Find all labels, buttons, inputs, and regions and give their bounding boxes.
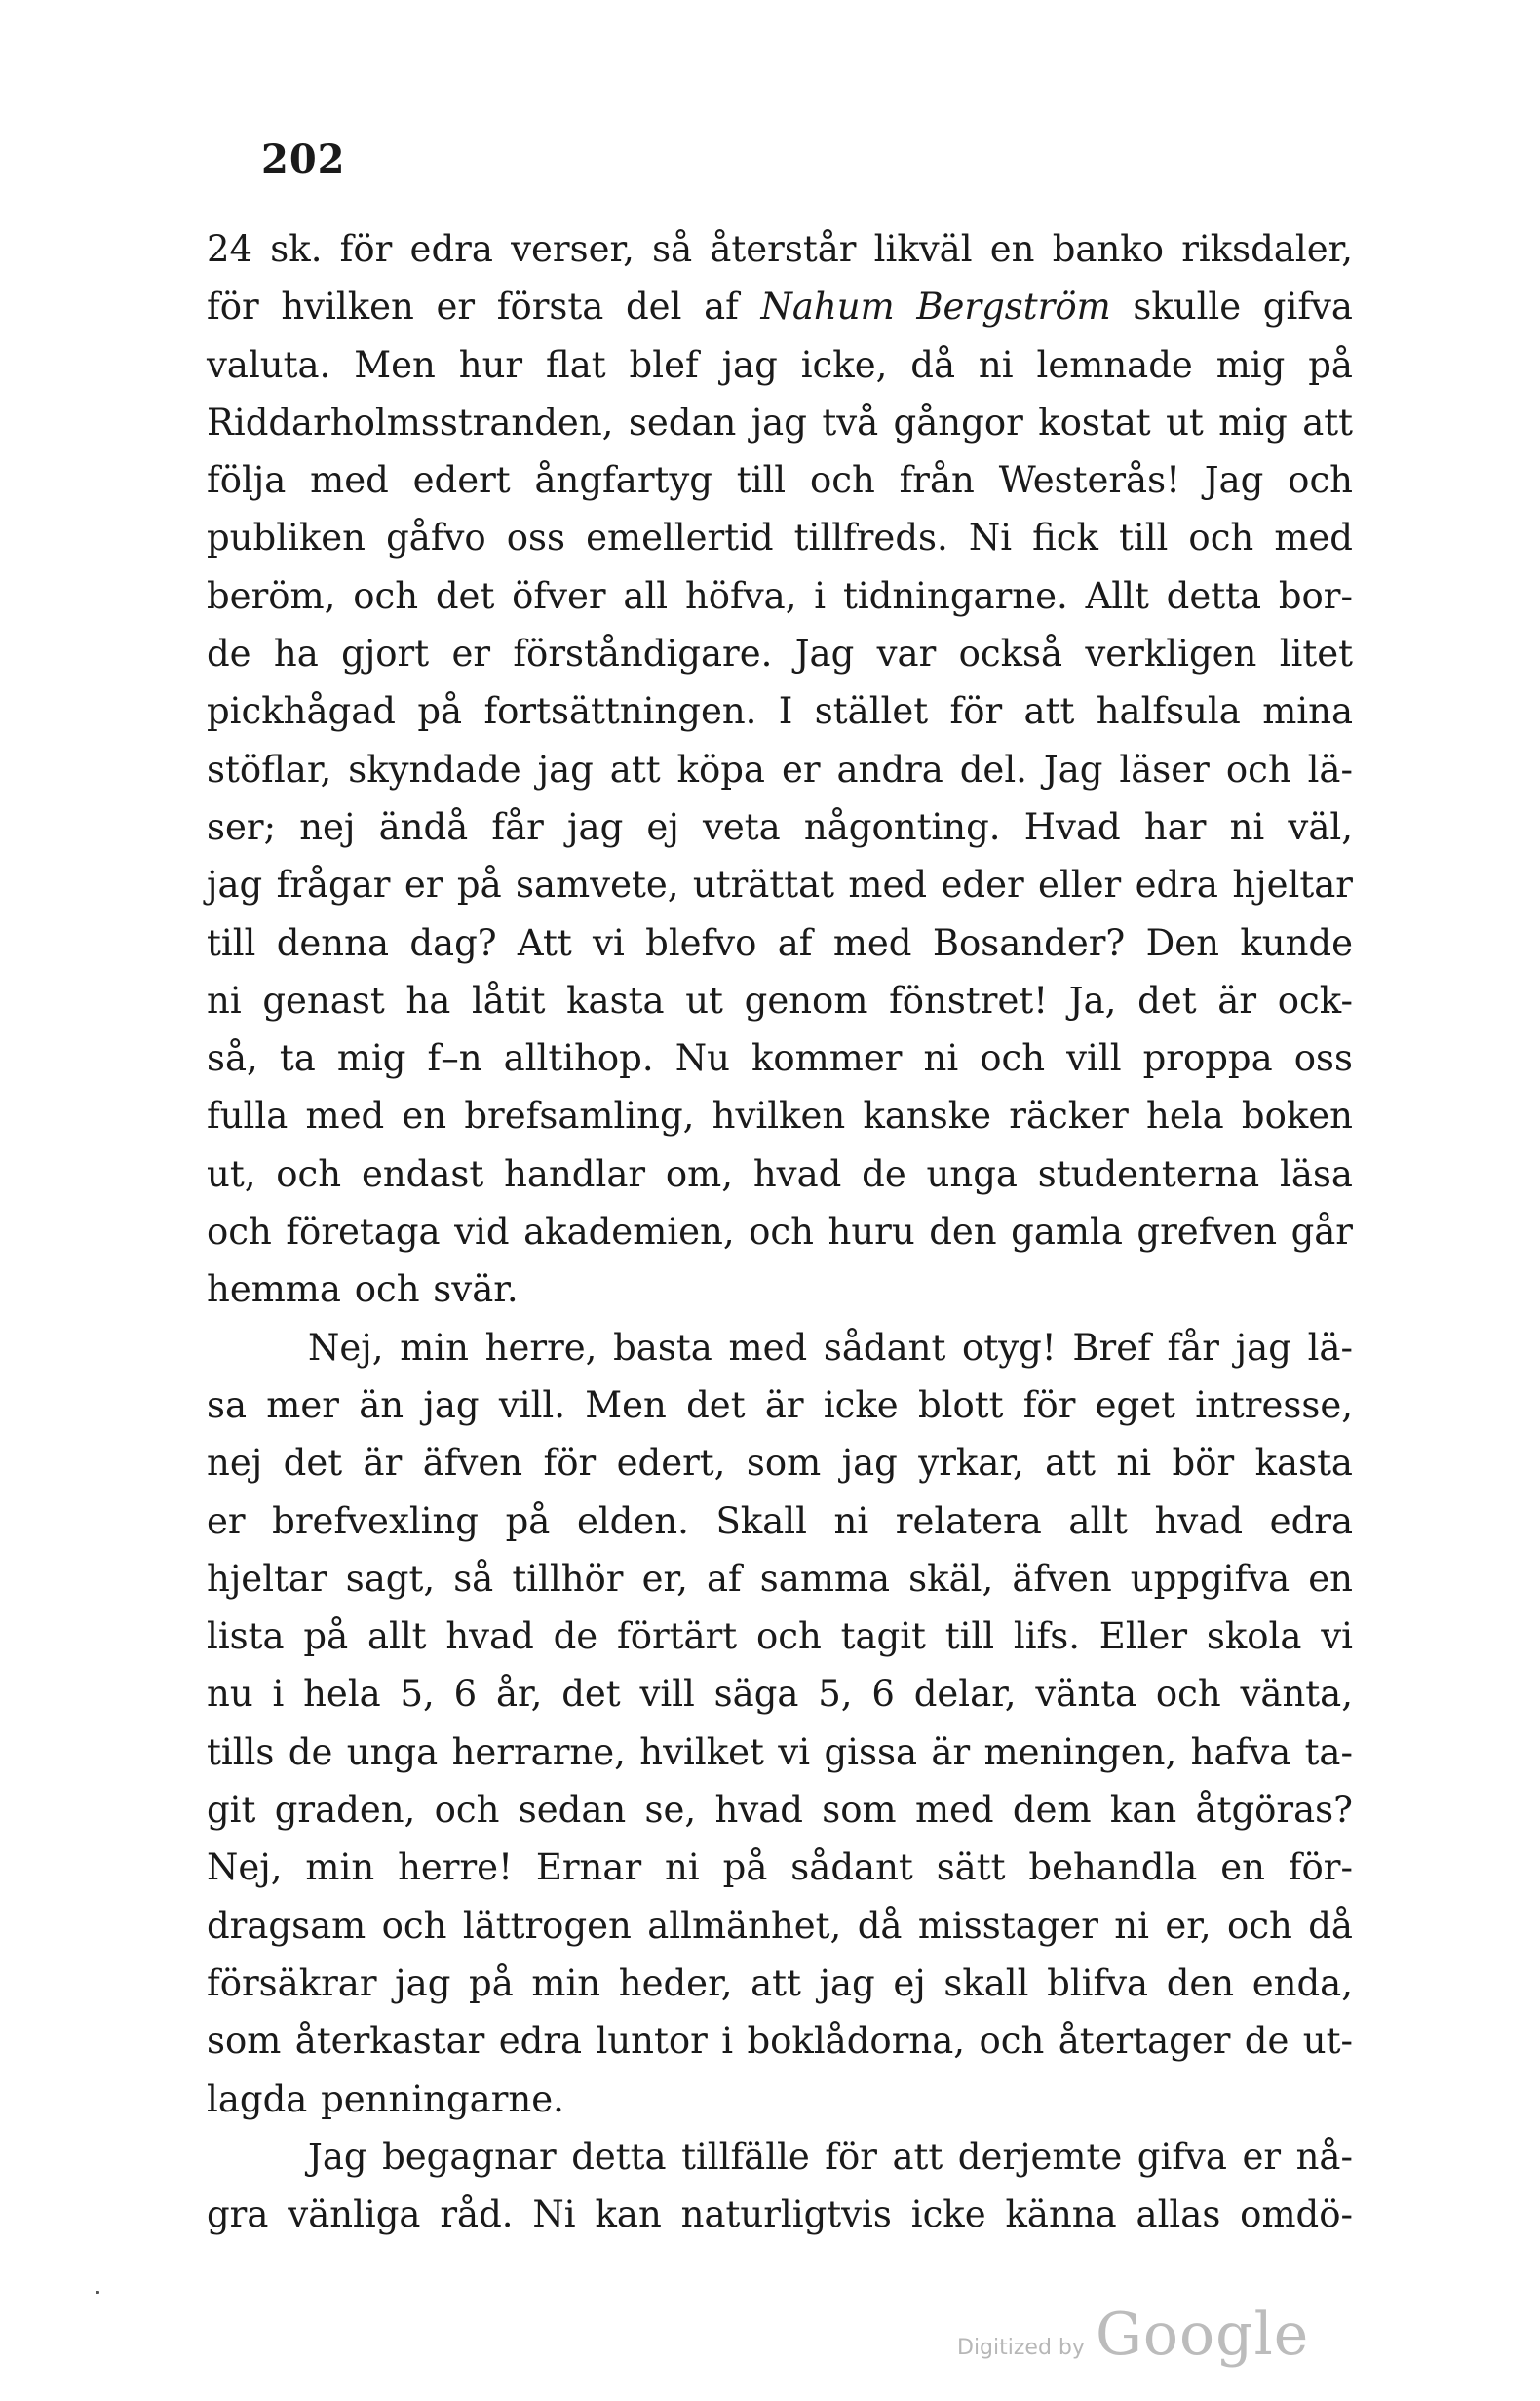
text-line [207, 278, 1353, 335]
text-line [207, 1087, 1353, 1144]
text-line [207, 2186, 1353, 2243]
text-segment: nu i hela 5, 6 år, det vill säga 5, 6 delar, vänta och vänta, [207, 1673, 1353, 1716]
text-line [207, 682, 1353, 740]
text-line [207, 798, 1353, 856]
text-line [207, 1145, 1353, 1203]
digitized-label: Digitized by [957, 2336, 1085, 2360]
text-segment: och företaga vid akademien, och huru den gamla grefven går [207, 1211, 1353, 1254]
text-segment: hemma och svär. [207, 1268, 519, 1311]
text-line [207, 1607, 1353, 1665]
text-segment: så, ta mig f–n alltihop. Nu kommer ni och vill proppa oss [207, 1037, 1353, 1080]
text-line [207, 509, 1353, 566]
text-segment: lista på allt hvad de förtärt och tagit till lifs. Eller skola vi [207, 1615, 1353, 1658]
text-segment: Nej, min herre! Ernar ni på sådant sätt behandla en för- [207, 1846, 1353, 1889]
text-segment: hjeltar sagt, så tillhör er, af samma skäl, äfven uppgifva en [207, 1557, 1353, 1600]
text-segment: som återkastar edra luntor i boklådorna, och återtager de ut- [207, 2020, 1353, 2063]
text-line [207, 1376, 1353, 1434]
text-segment: de ha gjort er förståndigare. Jag var också verkligen litet [207, 633, 1353, 676]
text-segment: nej det är äfven för edert, som jag yrkar, att ni bör kasta [207, 1442, 1353, 1485]
text-segment: lagda penningarne. [207, 2077, 564, 2120]
text-line [207, 1492, 1353, 1550]
text-segment: försäkrar jag på min heder, att jag ej skall blifva den enda, [207, 1961, 1353, 2004]
text-segment: valuta. Men hur flat blef jag icke, då ni lemnade mig på [207, 343, 1353, 386]
google-logo: Google [1096, 2301, 1310, 2369]
text-segment: git graden, och sedan se, hvad som med dem kan åtgöras? [207, 1789, 1353, 1832]
text-segment: pickhågad på fortsättningen. I stället för att halfsula mina [207, 690, 1353, 733]
text-segment: sa mer än jag vill. Men det är icke blott för eget intresse, [207, 1383, 1353, 1426]
text-line [207, 856, 1353, 913]
text-segment: gra vänliga råd. Ni kan naturligtvis icke känna allas omdö- [207, 2193, 1353, 2236]
text-line [207, 1665, 1353, 1723]
page-number: 202 [261, 136, 346, 182]
text-line [207, 1781, 1353, 1839]
digitized-watermark [957, 2301, 1309, 2369]
text-line [207, 451, 1353, 509]
text-segment: fulla med en brefsamling, hvilken kanske räcker hela boken [207, 1095, 1353, 1138]
text-segment: till denna dag? Att vi blefvo af med Bosander? Den kunde [207, 921, 1353, 964]
text-segment: dragsam och lättrogen allmänhet, då misstager ni er, och då [207, 1904, 1353, 1947]
text-line [207, 336, 1353, 394]
text-segment: jag frågar er på samvete, uträttat med eder eller edra hjeltar [207, 864, 1353, 907]
text-segment: publiken gåfvo oss emellertid tillfreds. Ni fick till och med [207, 517, 1353, 560]
text-segment: följa med edert ångfartyg till och från Westerås! Jag och [207, 459, 1353, 502]
text-line [207, 625, 1353, 682]
text-line [207, 2012, 1353, 2070]
text-line [207, 1434, 1353, 1491]
text-segment: Riddarholmsstranden, sedan jag två gångor kostat ut mig att [207, 401, 1353, 444]
text-line [207, 567, 1353, 625]
text-line [207, 1029, 1353, 1087]
ink-speck [96, 2291, 99, 2294]
text-segment: skulle gifva [1110, 286, 1353, 329]
text-line [207, 1260, 1353, 1318]
text-line [207, 741, 1353, 798]
text-segment: 24 sk. för edra verser, så återstår likväl en banko riksdaler, [207, 228, 1353, 270]
text-line [207, 394, 1353, 451]
text-line [207, 1203, 1353, 1260]
text-line [207, 914, 1353, 972]
body-text [207, 220, 1353, 2243]
text-segment: ut, och endast handlar om, hvad de unga studenterna läsa [207, 1152, 1353, 1195]
text-line [207, 2071, 1353, 2128]
text-segment: för hvilken er första del af [207, 286, 761, 329]
text-segment: Nej, min herre, basta med sådant otyg! Bref får jag lä- [308, 1326, 1353, 1369]
text-segment: er brefvexling på elden. Skall ni relatera allt hvad edra [207, 1499, 1353, 1542]
text-line [207, 1723, 1353, 1781]
text-segment: ser; nej ändå får jag ej veta någonting. Hvad har ni väl, [207, 805, 1353, 848]
text-line [207, 220, 1353, 278]
text-line [207, 2128, 1353, 2186]
text-segment: ni genast ha låtit kasta ut genom fönstret! Ja, det är ock- [207, 979, 1353, 1022]
text-segment: tills de unga herrarne, hvilket vi gissa är meningen, hafva ta- [207, 1730, 1353, 1773]
italic-name: Nahum Bergström [760, 286, 1111, 329]
text-line [207, 1955, 1353, 2012]
text-line [207, 1839, 1353, 1896]
text-line [207, 972, 1353, 1029]
text-line [207, 1550, 1353, 1607]
text-line [207, 1897, 1353, 1955]
text-line [207, 1319, 1353, 1376]
text-segment: stöflar, skyndade jag att köpa er andra del. Jag läser och lä- [207, 748, 1353, 791]
text-segment: beröm, och det öfver all höfva, i tidningarne. Allt detta bor- [207, 574, 1353, 617]
text-segment: Jag begagnar detta tillfälle för att derjemte gifva er nå- [308, 2135, 1353, 2178]
